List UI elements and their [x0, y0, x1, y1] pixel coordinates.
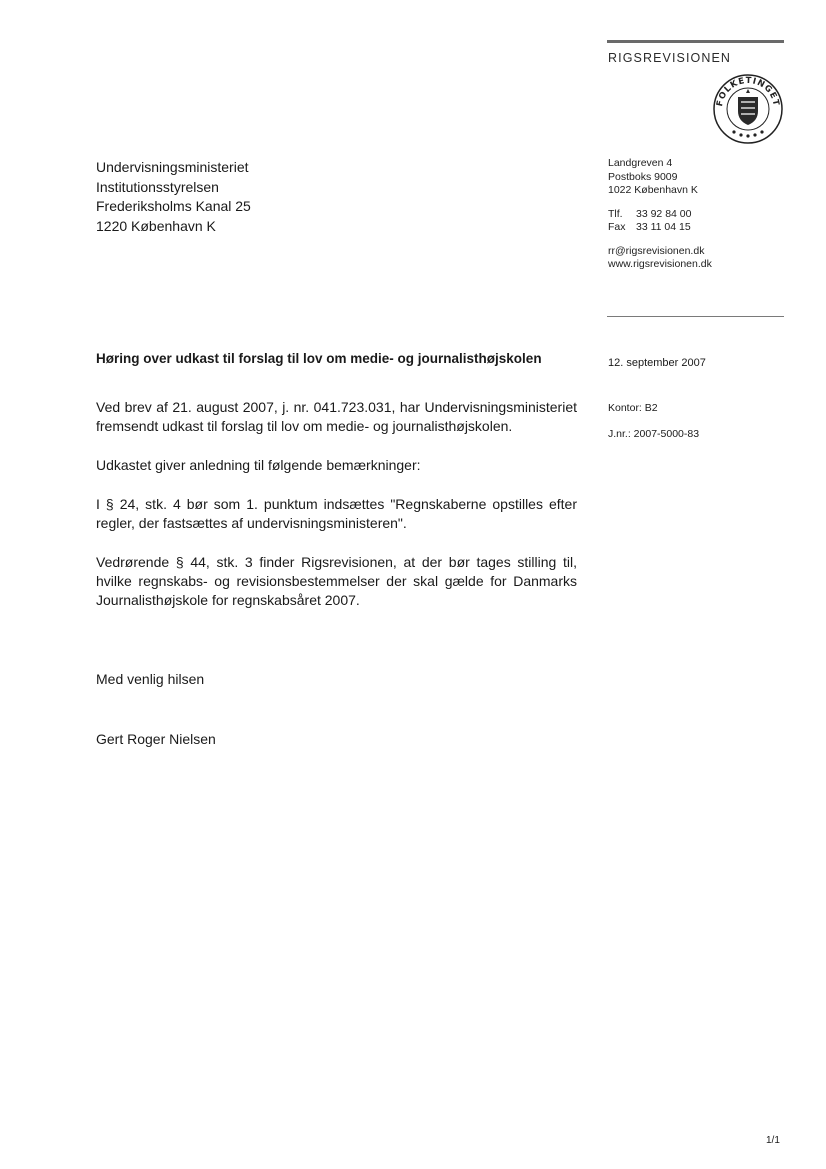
- letter-subject: Høring over udkast til forslag til lov om medie- og journalisthøjskolen: [96, 351, 542, 366]
- letter-date: 12. september 2007: [608, 357, 706, 369]
- svg-text:FOLKETINGET: FOLKETINGET: [715, 75, 781, 108]
- recipient-line: 1220 København K: [96, 217, 216, 234]
- contact-divider: [607, 316, 784, 317]
- sender-address: [608, 157, 712, 198]
- brand-name: RIGSREVISIONEN: [608, 51, 732, 65]
- sender-contact: [608, 157, 712, 282]
- body-paragraph: Ved brev af 21. august 2007, j. nr. 041.723.031, har Undervisningsministeriet fremsendt udkast til forslag til lov om medie- og journalisthøjskolen.: [96, 399, 577, 434]
- recipient-line: Frederiksholms Kanal 25: [96, 198, 251, 214]
- fax-row: [608, 221, 712, 235]
- signatory-name: Gert Roger Nielsen: [96, 731, 216, 747]
- body-paragraph: Vedrørende § 44, stk. 3 finder Rigsrevisionen, at der bør tages stilling til, hvilke regnskabs- og revisionsbestemmelser der skal gælde for Danmarks Journalisthøjskole for regnskabsåret 2007.: [96, 554, 577, 608]
- body-paragraph: Udkastet giver anledning til følgende bemærkninger:: [96, 457, 421, 473]
- recipient-line: Undervisningsministeriet: [96, 159, 249, 175]
- online-contact: [608, 245, 712, 272]
- page-number: 1/1: [766, 1135, 780, 1146]
- fax-number: 33 11 04 15: [636, 221, 691, 233]
- reference-info: [608, 402, 699, 454]
- phone-number: 33 92 84 00: [636, 207, 692, 220]
- phone-fax: [608, 208, 712, 235]
- fax-label: Fax: [608, 221, 626, 233]
- body-paragraph: I § 24, stk. 4 bør som 1. punktum indsættes "Regnskaberne opstilles efter regler, der fastsættes af undervisningsministeren".: [96, 496, 577, 531]
- office-reference: Kontor: B2: [608, 402, 658, 414]
- email-link[interactable]: rr@rigsrevisionen.dk: [608, 244, 705, 257]
- header-rule: [607, 40, 784, 43]
- recipient-address: [96, 158, 251, 236]
- journal-number: J.nr.: 2007-5000-83: [608, 428, 700, 440]
- website-link[interactable]: www.rigsrevisionen.dk: [608, 258, 712, 270]
- letter-body: [96, 398, 577, 630]
- folketinget-seal-icon: [712, 73, 784, 145]
- phone-row: [608, 208, 712, 222]
- phone-label: Tlf.: [608, 207, 623, 220]
- address-line: Landgreven 4: [608, 157, 673, 169]
- closing-salutation: Med venlig hilsen: [96, 671, 205, 687]
- address-line: 1022 København K: [608, 184, 698, 196]
- recipient-line: Institutionsstyrelsen: [96, 178, 219, 195]
- address-line: Postboks 9009: [608, 170, 678, 183]
